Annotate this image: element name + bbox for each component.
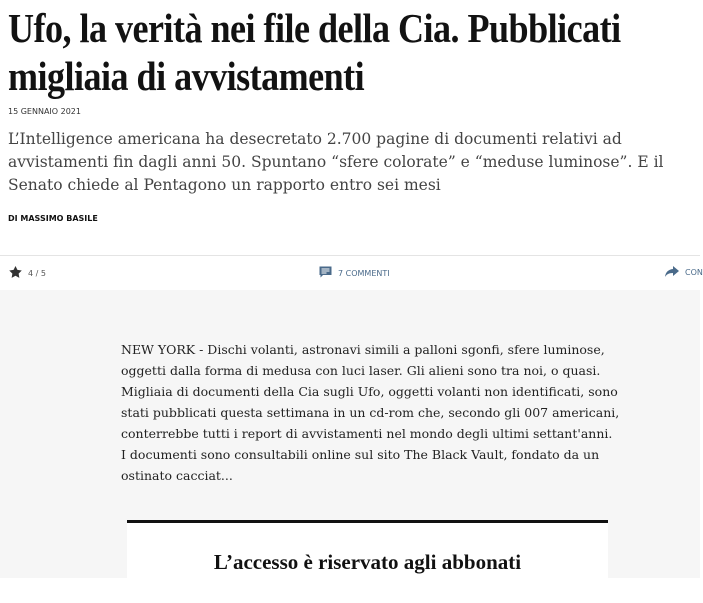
article-summary: L’Intelligence americana ha desecretato 2.700 pagine di documenti relativi ad avvistamenti fin dagli anni 50. Spuntano “sfere colorate” e “meduse luminose”. E il Senato chiede al Pentagono un rapporto entro sei mesi [8,130,664,194]
comment-icon [319,266,332,280]
share-button[interactable] [665,266,703,279]
share-arrow-icon [665,266,679,279]
article-content-area [0,290,700,578]
article-body: NEW YORK - Dischi volanti, astronavi simili a palloni sgonfi, sfere luminose, oggetti dalla forma di medusa con luci laser. Gli alieni sono tra noi, o quasi. Migliaia di documenti della Cia sugli Ufo, oggetti volanti non identificati, sono stati pubblicati questa settimana in un cd-rom che, secondo gli 007 americani, conterrebbe tutti i report di avvistamenti nel mondo degli ultimi settant'anni. I documenti sono consultabili online sul sito The Black Vault, fondato da un ostinato cacciat... [121,342,620,483]
article-date: 15 GENNAIO 2021 [8,107,81,116]
rating-button[interactable] [9,266,46,280]
article-action-bar [0,255,703,291]
article-author[interactable]: DI MASSIMO BASILE [8,214,98,223]
paywall-box [127,520,608,603]
paywall-title: L’accesso è riservato agli abbonati [213,550,522,574]
comments-link[interactable] [319,266,390,280]
comments-count: 7 COMMENTI [338,268,390,278]
rating-value: 4 / 5 [28,268,46,278]
article-headline: Ufo, la verità nei file della Cia. Pubblicati migliaia di avvistamenti [8,5,621,99]
star-icon [9,266,22,280]
share-label: CON [685,268,703,277]
